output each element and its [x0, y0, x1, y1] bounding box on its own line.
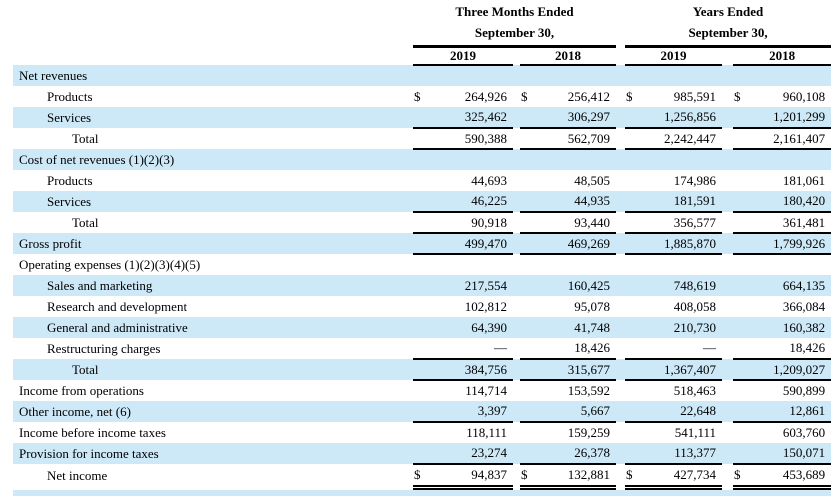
- dollar-sign: $: [734, 88, 741, 104]
- cell-value: 153,592: [567, 383, 611, 398]
- dollar-sign: [625, 443, 639, 464]
- cell-value: 2,242,447: [639, 128, 722, 149]
- dollar-sign: [520, 233, 534, 254]
- period-group-three-months: [413, 0, 616, 46]
- row-label: Sales and marketing: [13, 275, 413, 296]
- dollar-sign: [520, 149, 534, 170]
- column-gap: [616, 254, 625, 275]
- column-gap: [513, 65, 520, 86]
- cell-value: [639, 149, 722, 170]
- cell-value: 1,367,407: [639, 359, 722, 380]
- column-gap: [722, 86, 733, 107]
- table-row: [13, 191, 831, 212]
- cell-value: 960,108: [782, 88, 826, 104]
- column-gap: [722, 233, 733, 254]
- row-label: Cost of net revenues (1)(2)(3): [13, 149, 413, 170]
- column-gap: [513, 86, 520, 107]
- column-gap: [722, 191, 733, 212]
- column-gap: [722, 46, 733, 65]
- dollar-sign: [733, 317, 747, 338]
- cell-value: 408,058: [673, 298, 717, 314]
- column-gap: [616, 233, 625, 254]
- column-gap: [722, 128, 733, 149]
- cell-value: 427,734: [639, 464, 722, 487]
- dollar-sign: [733, 359, 747, 380]
- header-spacer: [13, 46, 413, 65]
- cell-value: [747, 149, 831, 170]
- column-gap: [616, 422, 625, 443]
- dollar-sign: [413, 443, 427, 464]
- dollar-sign: [625, 149, 639, 170]
- cell-value: [427, 149, 513, 170]
- cell-value: 18,426: [534, 338, 616, 359]
- table-row: [13, 464, 831, 487]
- dollar-sign: [413, 296, 427, 317]
- cell-value: [639, 65, 722, 86]
- cell-value: 469,269: [534, 233, 616, 254]
- cell-value: 174,986: [673, 172, 717, 188]
- dollar-sign: [625, 254, 639, 275]
- cell-value: 160,425: [534, 275, 616, 296]
- period-subtitle: September 30,: [688, 24, 768, 40]
- dollar-sign: [625, 296, 639, 317]
- dollar-sign: $: [733, 464, 747, 487]
- cell-value: [534, 149, 616, 170]
- dollar-sign: [520, 275, 534, 296]
- year-header: 2019: [413, 46, 513, 65]
- dollar-sign: [520, 338, 534, 359]
- cell-value: 160,382: [747, 317, 831, 338]
- column-gap: [722, 65, 733, 86]
- year-header: 2018: [733, 46, 831, 65]
- row-label: Operating expenses (1)(2)(3)(4)(5): [19, 256, 201, 272]
- row-label: Provision for income taxes: [13, 443, 413, 464]
- column-gap: [722, 338, 733, 359]
- table-row: [13, 317, 831, 338]
- cell-value: 181,591: [639, 191, 722, 212]
- cell-value: 46,225: [427, 191, 513, 212]
- dollar-sign: [520, 443, 534, 464]
- cell-value: —: [427, 338, 513, 359]
- dollar-sign: [733, 233, 747, 254]
- column-gap: [722, 380, 733, 401]
- cell-value: 256,412: [567, 88, 611, 104]
- table-row: [13, 233, 831, 254]
- cell-value: 325,462: [427, 107, 513, 128]
- cell-value: 562,709: [534, 128, 616, 149]
- row-label: Total: [72, 214, 99, 230]
- dollar-sign: [733, 149, 747, 170]
- dollar-sign: $: [625, 464, 639, 487]
- dollar-sign: [520, 380, 534, 401]
- table-row: [13, 212, 831, 233]
- table-row: [13, 149, 831, 170]
- column-gap: [513, 191, 520, 212]
- dollar-sign: [520, 296, 534, 317]
- dollar-sign: [625, 65, 639, 86]
- cell-value: 23,274: [427, 443, 513, 464]
- cell-value: 5,667: [534, 401, 616, 422]
- column-gap: [513, 149, 520, 170]
- dollar-sign: [413, 233, 427, 254]
- cell-value: 541,111: [674, 425, 717, 440]
- cell-value: 41,748: [534, 317, 616, 338]
- period-subtitle: September 30,: [474, 24, 555, 40]
- column-gap: [722, 254, 733, 275]
- column-gap: [513, 317, 520, 338]
- column-gap: [513, 380, 520, 401]
- dollar-sign: [733, 170, 747, 191]
- column-gap: [722, 149, 733, 170]
- table-row: [13, 422, 831, 443]
- column-gap: [616, 401, 625, 422]
- cell-value: [639, 254, 722, 275]
- column-gap: [722, 275, 733, 296]
- cell-value: 113,377: [639, 443, 722, 464]
- dollar-sign: [520, 212, 534, 233]
- cell-value: 180,420: [747, 191, 831, 212]
- dollar-sign: [733, 65, 747, 86]
- dollar-sign: [625, 338, 639, 359]
- dollar-sign: [413, 149, 427, 170]
- cell-value: [747, 254, 831, 275]
- row-label: Services: [13, 191, 413, 212]
- dollar-sign: [413, 254, 427, 275]
- cell-value: 48,505: [574, 172, 611, 188]
- cell-value: 18,426: [747, 338, 831, 359]
- cell-value: [427, 254, 513, 275]
- cell-value: [534, 65, 616, 86]
- column-gap: [616, 0, 625, 46]
- cell-value: 22,648: [639, 401, 722, 422]
- dollar-sign: [413, 212, 427, 233]
- dollar-sign: [733, 212, 747, 233]
- dollar-sign: [733, 275, 747, 296]
- row-label: Products: [47, 172, 93, 188]
- column-gap: [616, 443, 625, 464]
- table-row: [13, 401, 831, 422]
- table-row: [13, 359, 831, 380]
- cell-value: 664,135: [747, 275, 831, 296]
- column-gap: [513, 46, 520, 65]
- column-gap: [616, 149, 625, 170]
- table-row: [13, 275, 831, 296]
- cell-value: 264,926: [464, 88, 507, 104]
- dollar-sign: [520, 191, 534, 212]
- dollar-sign: [520, 422, 534, 443]
- dollar-sign: [625, 233, 639, 254]
- dollar-sign: [413, 107, 427, 128]
- column-gap: [722, 359, 733, 380]
- dollar-sign: [413, 422, 427, 443]
- column-gap: [616, 296, 625, 317]
- cell-value: 95,078: [574, 298, 611, 314]
- dollar-sign: [520, 65, 534, 86]
- dollar-sign: [413, 170, 427, 191]
- column-gap: [616, 359, 625, 380]
- cell-value: 590,899: [782, 383, 826, 398]
- cell-value: 356,577: [639, 212, 722, 233]
- cell-value: 150,071: [747, 443, 831, 464]
- dollar-sign: [625, 317, 639, 338]
- income-table-body: [13, 65, 831, 487]
- cell-value: 985,591: [673, 88, 717, 104]
- column-gap: [513, 212, 520, 233]
- column-gap: [616, 317, 625, 338]
- column-gap: [616, 107, 625, 128]
- column-gap: [722, 296, 733, 317]
- cell-value: 499,470: [427, 233, 513, 254]
- dollar-sign: [625, 380, 639, 401]
- cell-value: 590,388: [427, 128, 513, 149]
- column-gap: [616, 212, 625, 233]
- row-label: Net revenues: [13, 65, 413, 86]
- cell-value: 1,209,027: [747, 359, 831, 380]
- column-gap: [616, 170, 625, 191]
- cell-value: 1,256,856: [639, 107, 722, 128]
- year-header: 2018: [520, 46, 616, 65]
- row-label: Total: [72, 130, 99, 146]
- dollar-sign: $: [520, 464, 534, 487]
- table-row: [13, 128, 831, 149]
- year-header: 2019: [625, 46, 722, 65]
- dollar-sign: [733, 107, 747, 128]
- column-gap: [722, 170, 733, 191]
- cell-value: 748,619: [639, 275, 722, 296]
- cell-value: 315,677: [534, 359, 616, 380]
- column-gap: [722, 401, 733, 422]
- cell-value: 2,161,407: [747, 128, 831, 149]
- dollar-sign: $: [521, 88, 528, 104]
- dollar-sign: [413, 275, 427, 296]
- dollar-sign: $: [413, 464, 427, 487]
- column-gap: [513, 464, 520, 487]
- cell-value: 603,760: [782, 425, 826, 440]
- table-row: [13, 65, 831, 86]
- column-gap: [722, 464, 733, 487]
- row-label: Income before income taxes: [19, 424, 166, 440]
- dollar-sign: [413, 401, 427, 422]
- table-header: [13, 0, 831, 65]
- cell-value: [747, 65, 831, 86]
- cell-value: 64,390: [427, 317, 513, 338]
- cell-value: 366,084: [782, 298, 826, 314]
- dollar-sign: [625, 275, 639, 296]
- cell-value: 306,297: [534, 107, 616, 128]
- row-label: Other income, net (6): [13, 401, 413, 422]
- period-group-years: [625, 0, 831, 46]
- cell-value: 1,799,926: [747, 233, 831, 254]
- cell-value: [427, 65, 513, 86]
- cell-value: —: [639, 338, 722, 359]
- column-gap: [722, 443, 733, 464]
- dollar-sign: [625, 107, 639, 128]
- year-header-row: [13, 46, 831, 65]
- dollar-sign: [625, 359, 639, 380]
- dollar-sign: [625, 422, 639, 443]
- dollar-sign: [520, 359, 534, 380]
- cell-value: 94,837: [427, 464, 513, 487]
- cell-value: 159,259: [567, 425, 611, 440]
- dollar-sign: [413, 65, 427, 86]
- table-row: [13, 296, 831, 317]
- dollar-sign: $: [626, 88, 633, 104]
- cell-value: 361,481: [747, 212, 831, 233]
- cell-value: 210,730: [639, 317, 722, 338]
- cell-value: 44,693: [471, 172, 507, 188]
- dollar-sign: [733, 380, 747, 401]
- period-title: Years Ended: [692, 3, 764, 19]
- row-label: General and administrative: [13, 317, 413, 338]
- dollar-sign: [520, 107, 534, 128]
- column-gap: [722, 317, 733, 338]
- cell-value: 518,463: [673, 383, 717, 398]
- column-gap: [616, 338, 625, 359]
- dollar-sign: [625, 128, 639, 149]
- row-label: Income from operations: [19, 382, 144, 398]
- column-gap: [513, 422, 520, 443]
- column-gap: [722, 107, 733, 128]
- row-label: Products: [47, 88, 93, 104]
- cell-value: 26,378: [534, 443, 616, 464]
- column-gap: [616, 464, 625, 487]
- cell-value: 12,861: [747, 401, 831, 422]
- table-row: [13, 170, 831, 191]
- row-label: Research and development: [47, 298, 188, 314]
- cell-value: 118,111: [466, 425, 507, 440]
- column-gap: [513, 338, 520, 359]
- column-gap: [513, 359, 520, 380]
- dollar-sign: [733, 296, 747, 317]
- row-label: Gross profit: [13, 233, 413, 254]
- row-label: Restructuring charges: [47, 340, 161, 356]
- cell-value: 1,885,870: [639, 233, 722, 254]
- dollar-sign: [413, 317, 427, 338]
- dollar-sign: [733, 443, 747, 464]
- cell-value: 181,061: [782, 172, 826, 188]
- dollar-sign: [520, 317, 534, 338]
- cell-value: 90,918: [427, 212, 513, 233]
- cell-value: 132,881: [534, 464, 616, 487]
- column-gap: [513, 107, 520, 128]
- next-row-partial: [13, 490, 831, 496]
- table-row: [13, 443, 831, 464]
- dollar-sign: [733, 191, 747, 212]
- cell-value: 93,440: [534, 212, 616, 233]
- column-gap: [616, 65, 625, 86]
- column-gap: [616, 380, 625, 401]
- table-row: [13, 86, 831, 107]
- row-label: Net income: [47, 467, 108, 483]
- table-row: [13, 338, 831, 359]
- dollar-sign: [733, 401, 747, 422]
- income-statement-table: [13, 0, 831, 490]
- header-spacer: [13, 0, 413, 46]
- dollar-sign: [733, 254, 747, 275]
- dollar-sign: [733, 128, 747, 149]
- dollar-sign: [520, 128, 534, 149]
- cell-value: 44,935: [534, 191, 616, 212]
- column-gap: [722, 212, 733, 233]
- column-gap: [513, 401, 520, 422]
- column-gap: [616, 86, 625, 107]
- column-gap: [513, 443, 520, 464]
- dollar-sign: [413, 359, 427, 380]
- period-title: Three Months Ended: [455, 3, 574, 19]
- column-gap: [513, 275, 520, 296]
- column-gap: [722, 422, 733, 443]
- cell-value: 384,756: [427, 359, 513, 380]
- table-row: [13, 254, 831, 275]
- cell-value: 114,714: [465, 383, 507, 398]
- column-gap: [616, 128, 625, 149]
- dollar-sign: [413, 191, 427, 212]
- dollar-sign: $: [414, 88, 421, 104]
- cell-value: [534, 254, 616, 275]
- dollar-sign: [733, 338, 747, 359]
- row-label: Total: [13, 359, 413, 380]
- table-row: [13, 107, 831, 128]
- dollar-sign: [625, 401, 639, 422]
- column-gap: [616, 46, 625, 65]
- dollar-sign: [413, 128, 427, 149]
- table-row: [13, 380, 831, 401]
- dollar-sign: [520, 170, 534, 191]
- column-gap: [513, 128, 520, 149]
- dollar-sign: [413, 338, 427, 359]
- column-gap: [513, 296, 520, 317]
- cell-value: 453,689: [747, 464, 831, 487]
- dollar-sign: [520, 401, 534, 422]
- column-gap: [513, 170, 520, 191]
- dollar-sign: [520, 254, 534, 275]
- dollar-sign: [625, 191, 639, 212]
- cell-value: 3,397: [427, 401, 513, 422]
- dollar-sign: [733, 422, 747, 443]
- column-gap: [513, 233, 520, 254]
- column-gap: [616, 275, 625, 296]
- cell-value: 1,201,299: [747, 107, 831, 128]
- dollar-sign: [413, 380, 427, 401]
- column-gap: [513, 254, 520, 275]
- dollar-sign: [625, 212, 639, 233]
- period-header-row: [13, 0, 831, 46]
- cell-value: 102,812: [464, 298, 507, 314]
- column-gap: [616, 191, 625, 212]
- cell-value: 217,554: [427, 275, 513, 296]
- dollar-sign: [625, 170, 639, 191]
- row-label: Services: [13, 107, 413, 128]
